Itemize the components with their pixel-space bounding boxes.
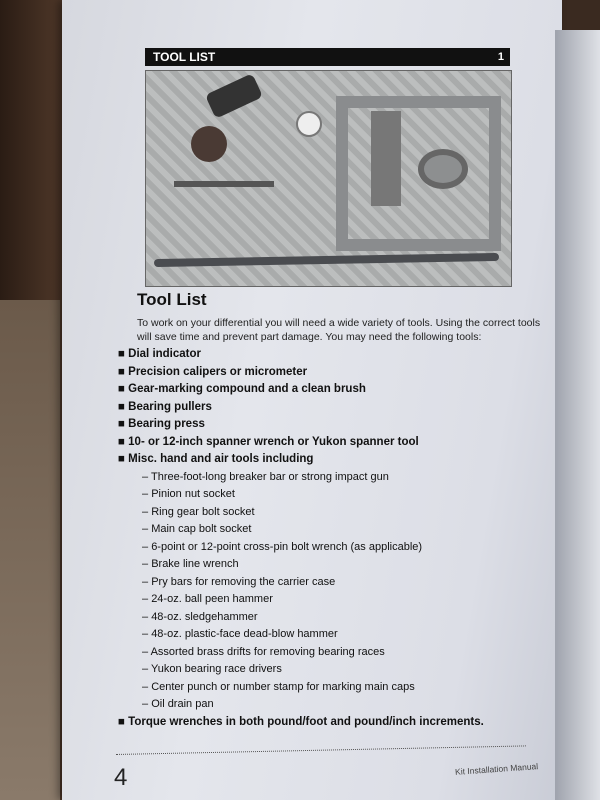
- list-item: ■ Gear-marking compound and a clean brush: [118, 381, 553, 399]
- intro-paragraph: To work on your differential you will need a wide variety of tools. Using the correct tools will save time and prevent part damage. You may need the following tools:: [137, 317, 541, 343]
- list-item: – Oil drain pan: [118, 696, 553, 714]
- list-item: ■ Bearing pullers: [118, 399, 553, 417]
- list-item: ■ 10- or 12-inch spanner wrench or Yukon spanner tool: [118, 434, 553, 452]
- list-item: – 24-oz. ball peen hammer: [118, 591, 553, 609]
- list-item: – Ring gear bolt socket: [118, 504, 553, 522]
- cylinder-tool: [205, 73, 263, 119]
- list-item: – Pinion nut socket: [118, 486, 553, 504]
- calipers: [174, 181, 274, 187]
- grinding-wheel: [191, 126, 227, 162]
- list-item: – Yukon bearing race drivers: [118, 661, 553, 679]
- list-item: – 48-oz. sledgehammer: [118, 609, 553, 627]
- list-item: ■ Torque wrenches in both pound/foot and pound/inch increments.: [118, 714, 553, 732]
- manual-name: Kit Installation Manual: [454, 761, 539, 777]
- breaker-bar: [154, 253, 499, 267]
- tool-list: [118, 346, 553, 731]
- page-number: 4: [114, 764, 128, 791]
- section-title: TOOL LIST: [153, 50, 216, 64]
- list-item: – Main cap bolt socket: [118, 521, 553, 539]
- list-item: ■ Precision calipers or micrometer: [118, 364, 553, 382]
- list-item: – Assorted brass drifts for removing bearing races: [118, 644, 553, 662]
- list-item: ■ Bearing press: [118, 416, 553, 434]
- bearing-ring: [418, 149, 468, 189]
- list-item: – Brake line wrench: [118, 556, 553, 574]
- list-item: – 48-oz. plastic-face dead-blow hammer: [118, 626, 553, 644]
- section-number: 1: [497, 51, 504, 63]
- floor-background: [0, 300, 60, 800]
- tools-photo: [145, 70, 512, 287]
- list-item: – Center punch or number stamp for marking main caps: [118, 679, 553, 697]
- next-page-edge: [555, 30, 600, 800]
- list-item: ■ Dial indicator: [118, 346, 553, 364]
- press-cylinder: [371, 111, 401, 206]
- list-item: – 6-point or 12-point cross-pin bolt wrench (as applicable): [118, 539, 553, 557]
- list-item: – Pry bars for removing the carrier case: [118, 574, 553, 592]
- dial-indicator: [296, 111, 322, 137]
- list-item: – Three-foot-long breaker bar or strong impact gun: [118, 469, 553, 487]
- list-item: ■ Misc. hand and air tools including: [118, 451, 553, 469]
- page-title: Tool List: [137, 290, 207, 309]
- body-text: [118, 316, 553, 731]
- section-header: [145, 48, 510, 66]
